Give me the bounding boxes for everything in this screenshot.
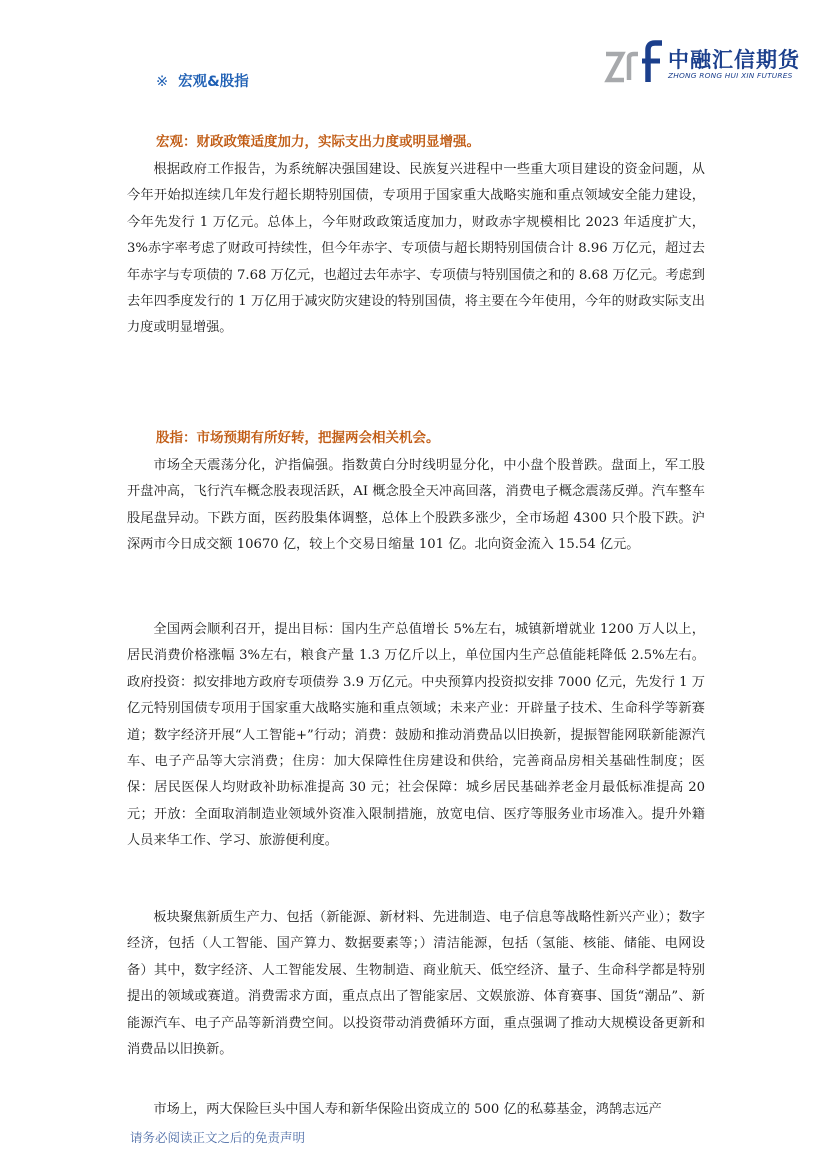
macro-paragraph: 根据政府工作报告，为系统解决强国建设、民族复兴进程中一些重大项目建设的资金问题，从今年开始拟连续几年发行超长期特别国债，专项用于国家重大战略实施和重点领域安全能力建设，今年先发行 1 万亿元。总体上，今年财政政策适度加力，财政赤字规模相比 2023 年适度扩大，3%赤字率考虑了财政可持续性，但今年赤字、专项债与超长期特别国债合计 8.96 万亿元，超过去年赤字与专项债的 7.68 万亿元，也超过去年赤字、专项债与特别国债之和的 8.68 万亿元。考虑到去年四季度发行的 1 万亿用于减灾防灾建设的特别国债，将主要在今年使用，今年的财政实际支出力度或明显增强。 [127,162,705,336]
zrf-logo-icon [604,40,664,88]
section-title [156,70,249,91]
logo-name-cn: 中融汇信期货 [668,48,800,72]
index-paragraph-insurance: 市场上，两大保险巨头中国人寿和新华保险出资成立的 500 亿的私募基金，鸿鹄志远产 [153,1102,662,1117]
index-paragraph-sectors: 板块聚焦新质生产力、包括（新能源、新材料、先进制造、电子信息等战略性新兴产业）；数字经济，包括（人工智能、国产算力、数据要素等；）清洁能源，包括（氢能、核能、储能、电网设备）其中，数字经济、人工智能发展、生物制造、商业航天、低空经济、量子、生命科学都是特别提出的领域或赛道。消费需求方面，重点点出了智能家居、文娱旅游、体育赛事、国货“潮品”、新能源汽车、电子产品等新消费空间。以投资带动消费循环方面，重点强调了推动大规模设备更新和消费品以旧换新。 [127,910,705,1058]
index-paragraph-market: 市场全天震荡分化，沪指偏强。指数黄白分时线明显分化，中小盘个股普跌。盘面上，军工股开盘冲高，飞行汽车概念股表现活跃，AI 概念股全天冲高回落，消费电子概念震荡反弹。汽车整车股尾盘异动。下跌方面，医药股集体调整，总体上个股跌多涨少，全市场超 4300 只个股下跌。沪深两市今日成交额 10670 亿，较上个交易日缩量 101 亿。北向资金流入 15.54 亿元。 [127,458,705,553]
index-heading: 股指：市场预期有所好转，把握两会相关机会。 [156,430,440,446]
logo-name-en: ZHONG RONG HUI XIN FUTURES [668,71,793,80]
section-title-text: 宏观&股指 [178,74,249,90]
reference-mark-icon: ※ [156,74,169,90]
macro-heading: 宏观：财政政策适度加力，实际支出力度或明显增强。 [156,134,480,150]
index-paragraph-two-sessions: 全国两会顺利召开，提出目标：国内生产总值增长 5%左右，城镇新增就业 1200 万人以上，居民消费价格涨幅 3%左右，粮食产量 1.3 万亿斤以上，单位国内生产总值能耗降低 2.5%左右。政府投资：拟安排地方政府专项债券 3.9 万亿元。中央预算内投资拟安排 7000 亿元，先发行 1 万亿元特别国债专项用于国家重大战略实施和重点领域；未来产业：开辟量子技术、生命科学等新赛道；数字经济开展“人工智能+”行动；消费：鼓励和推动消费品以旧换新，提振智能网联新能源汽车、电子产品等大宗消费；住房：加大保障性住房建设和供给，完善商品房相关基础性制度；医保：居民医保人均财政补助标准提高 30 元；社会保障：城乡居民基础养老金月最低标准提高 20 元；开放：全面取消制造业领域外资准入限制措施，放宽电信、医疗等服务业市场准入。提升外籍人员来华工作、学习、旅游便利度。 [127,622,705,849]
footer-disclaimer: 请务必阅读正文之后的免责声明 [130,1130,306,1145]
company-logo [604,40,804,88]
